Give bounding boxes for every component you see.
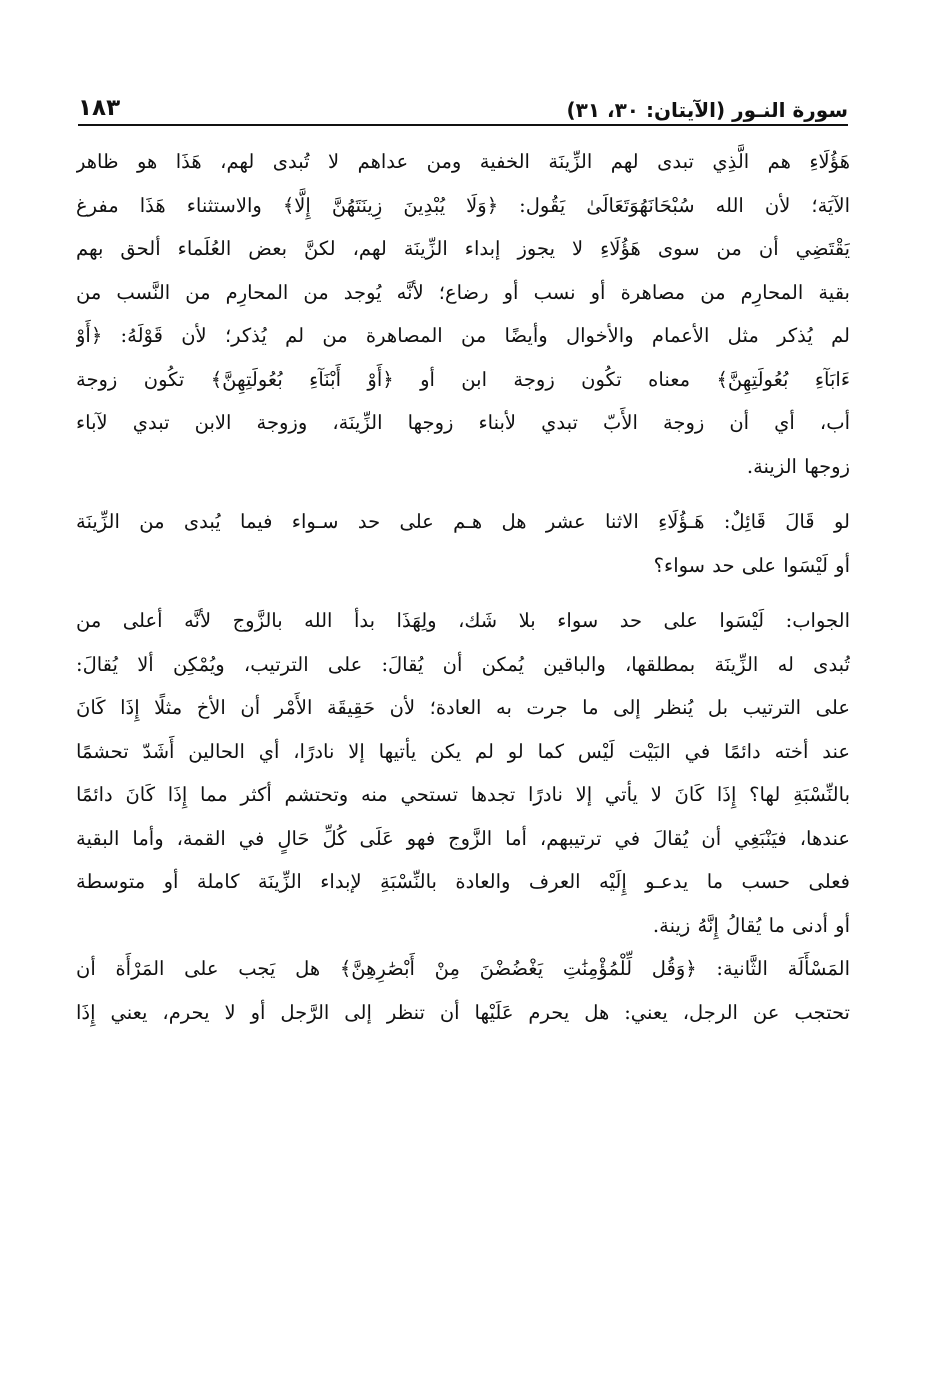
page-body <box>76 140 850 1034</box>
text-line: لم يُذكر مثل الأعمام والأخوال وأيضًا من المصاهرة من لم يُذكر؛ لأن قَوْلَهُ: ﴿أَوْ <box>76 324 850 347</box>
text-line: المَسْأَلَة الثَّانية: ﴿وَقُل لِّلْمُؤْمِنَٰتِ يَغْضُضْنَ مِنْ أَبْصَٰرِهِنَّ﴾ هل يَجب على المَرْأَة أن <box>76 957 850 980</box>
text-line: عندها، فيَنْبَغِي أن يُقالَ في ترتيبهم، أما الزَّوج فهو عَلَى كُلِّ حَالٍ في القمة، وأما البقية <box>76 826 850 850</box>
text-line: ءَابَآءِ بُعُولَتِهِنَّ﴾ معناه تكُون زوجة ابن أو ﴿أَوْ أَبْنَآءِ بُعُولَتِهِنَّ﴾ تكُون زوجة <box>76 367 850 391</box>
text-line: فعلى حسب ما يدعـو إِلَيْه العرف والعادة بالنِّسْبَةِ لإبداء الزِّينَة كاملة أو متوسطة <box>76 870 850 893</box>
text-line: عند أخته دائمًا في البَيْت لَيْس كما لو لم يكن يأتيها إلا نادرًا، أي الحالين أَشَدّ تحشمًا <box>76 739 850 763</box>
text-line: بالنِّسْبَةِ لها؟ إِذَا كَانَ لا يأتي إلا نادرًا تجدها تستحي منه وتحتشم أكثر مما إِذَا كَانَ دائمًا <box>76 783 850 806</box>
text-line: تحتجب عن الرجل، يعني: هل يحرم عَلَيْها أن تنظر إلى الرَّجل أو لا يحرم، يعني إِذَا <box>76 1000 850 1024</box>
text-line: زوجها الزينة. <box>746 454 850 478</box>
text-line: أو أدنى ما يُقالُ إِنَّهُ زينة. <box>652 913 850 937</box>
text-line: تُبدى له الزِّينَة بمطلقها، والباقين يُمكن أن يُقالَ: على الترتيب، ويُمْكِن ألا يُقالَ: <box>76 652 850 676</box>
paragraph-4 <box>76 947 850 1034</box>
text-line: بقية المحارِم من مصاهرة أو نسب أو رضاع؛ لأنَّه يُوجد من المحارِم من النَّسب من <box>76 280 850 304</box>
header-rule <box>78 124 848 126</box>
text-line: هَؤُلَاءِ هم الَّذِي تبدى لهم الزِّينَة الخفية ومن عداهم لا تُبدى لهم، هَذَا هو ظاهر <box>76 150 850 173</box>
running-header-title: سورة النـور (الآيتان: ٣٠، ٣١) <box>566 98 848 122</box>
text-line: أو لَيْسَوا على حد سواء؟ <box>653 553 850 577</box>
paragraph-2 <box>76 500 850 587</box>
text-line: على الترتيب بل يُنظر إلى ما جرت به العادة؛ لأن حَقِيقَة الأَمْر أن الأخ مثلًا إِذَا كَانَ <box>76 696 850 719</box>
text-line: الجواب: لَيْسَوا على حد سواء بلا شَك، ولِهَذَا بدأ الله بالزَّوج لأنَّه أعلى من <box>76 609 850 632</box>
page-number: ١٨٣ <box>78 95 121 121</box>
paragraph-3 <box>76 599 850 947</box>
text-line: لو قَالَ قَائِلٌ: هَـؤُلَاءِ الاثنا عشر هل هـم على حد سـواء فيما يُبدى من الزِّينَة <box>76 510 850 533</box>
text-line: يَقْتَضِي أن من سوى هَؤُلَاءِ لا يجوز إبداء الزِّينَة لهم، لكنَّ بعض العُلَماء ألحق بهم <box>76 237 850 260</box>
paragraph-1 <box>76 140 850 488</box>
text-line: أب، أي أن زوجة الأَبّ تبدي لأبناء زوجها الزِّينَة، وزوجة الابن تبدي لآباء <box>76 411 850 434</box>
page-header <box>78 86 848 120</box>
text-line: الآيَة؛ لأن الله سُبْحَانَهُوَتَعَالَىٰ يَقُول: ﴿وَلَا يُبْدِينَ زِينَتَهُنَّ إِلَّا﴾ والاستثناء هَذَا مفرغ <box>76 193 850 217</box>
